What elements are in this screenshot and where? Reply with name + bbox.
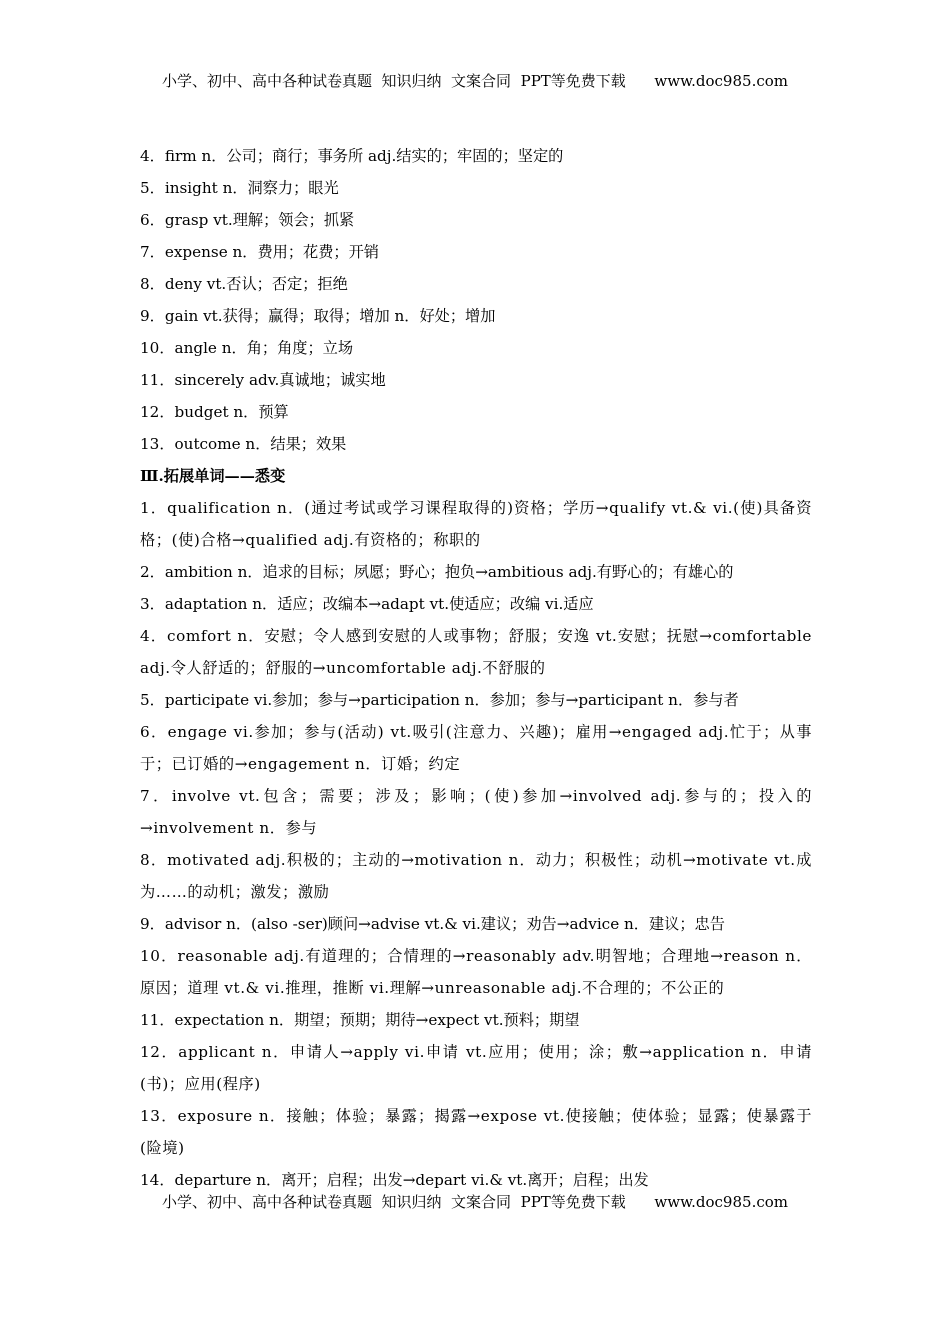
list-item: 9．gain vt.获得；赢得；取得；增加 n．好处；增加: [140, 307, 496, 325]
page-header: 小学、初中、高中各种试卷真题 知识归纳 文案合同 PPT等免费下载 www.doc985.com: [161, 72, 788, 90]
list-item: 14．departure n．离开；启程；出发→depart vi.& vt.离开；启程；出发: [140, 1171, 649, 1189]
list-item: 4．firm n．公司；商行；事务所 adj.结实的；牢固的；坚定的: [140, 147, 564, 165]
list-item: 8．motivated adj.积极的；主动的→motivation n．动力；积极性；动机→motivate vt.成为……的动机；激发；激励: [140, 851, 812, 901]
list-item: 9．advisor n．(also -ser)顾问→advise vt.& vi.建议；劝告→advice n．建议；忠告: [140, 915, 725, 933]
list-item: 12．budget n．预算: [140, 403, 289, 421]
list-item: 13．outcome n．结果；效果: [140, 435, 347, 453]
list-item: 6．grasp vt.理解；领会；抓紧: [140, 211, 355, 229]
list-item: 10．reasonable adj.有道理的；合情理的→reasonably adv.明智地；合理地→reason n．原因；道理 vt.& vi.推理，推断 vi.理解→unreasonable adj.不合理的；不公正的: [140, 947, 812, 997]
list-item: 10．angle n．角；角度；立场: [140, 339, 354, 357]
list-item: 2．ambition n．追求的目标；夙愿；野心；抱负→ambitious adj.有野心的；有雄心的: [140, 563, 734, 581]
list-item: 1．qualification n．(通过考试或学习课程取得的)资格；学历→qualify vt.& vi.(使)具备资格；(使)合格→qualified adj.有资格的；称职的: [140, 499, 812, 549]
list-item: 11．sincerely adv.真诚地；诚实地: [140, 371, 386, 389]
list-item: 5．participate vi.参加；参与→participation n．参加；参与→participant n．参与者: [140, 691, 739, 709]
vocabulary-list: [140, 140, 812, 1196]
list-item: 7．expense n．费用；花费；开销: [140, 243, 379, 261]
section-title: Ⅲ.拓展单词——悉变: [140, 467, 286, 485]
list-item: 7．involve vt.包含；需要；涉及；影响；(使)参加→involved adj.参与的；投入的→involvement n．参与: [140, 787, 812, 837]
list-item: 6．engage vi.参加；参与(活动) vt.吸引(注意力、兴趣)；雇用→engaged adj.忙于；从事于；已订婚的→engagement n．订婚；约定: [140, 723, 812, 773]
list-item: 3．adaptation n．适应；改编本→adapt vt.使适应；改编 vi.适应: [140, 595, 594, 613]
list-item: 5．insight n．洞察力；眼光: [140, 179, 339, 197]
list-item: 13．exposure n．接触；体验；暴露；揭露→expose vt.使接触；使体验；显露；使暴露于(险境): [140, 1107, 812, 1157]
list-item: 12．applicant n．申请人→apply vi.申请 vt.应用；使用；涂；敷→application n．申请(书)；应用(程序): [140, 1043, 812, 1093]
page-footer: 小学、初中、高中各种试卷真题 知识归纳 文案合同 PPT等免费下载 www.doc985.com: [161, 1193, 788, 1211]
list-item: 8．deny vt.否认；否定；拒绝: [140, 275, 348, 293]
list-item: 11．expectation n．期望；预期；期待→expect vt.预料；期望: [140, 1011, 580, 1029]
list-item: 4．comfort n．安慰；令人感到安慰的人或事物；舒服；安逸 vt.安慰；抚慰→comfortable adj.令人舒适的；舒服的→uncomfortable adj.不舒服的: [140, 627, 812, 677]
